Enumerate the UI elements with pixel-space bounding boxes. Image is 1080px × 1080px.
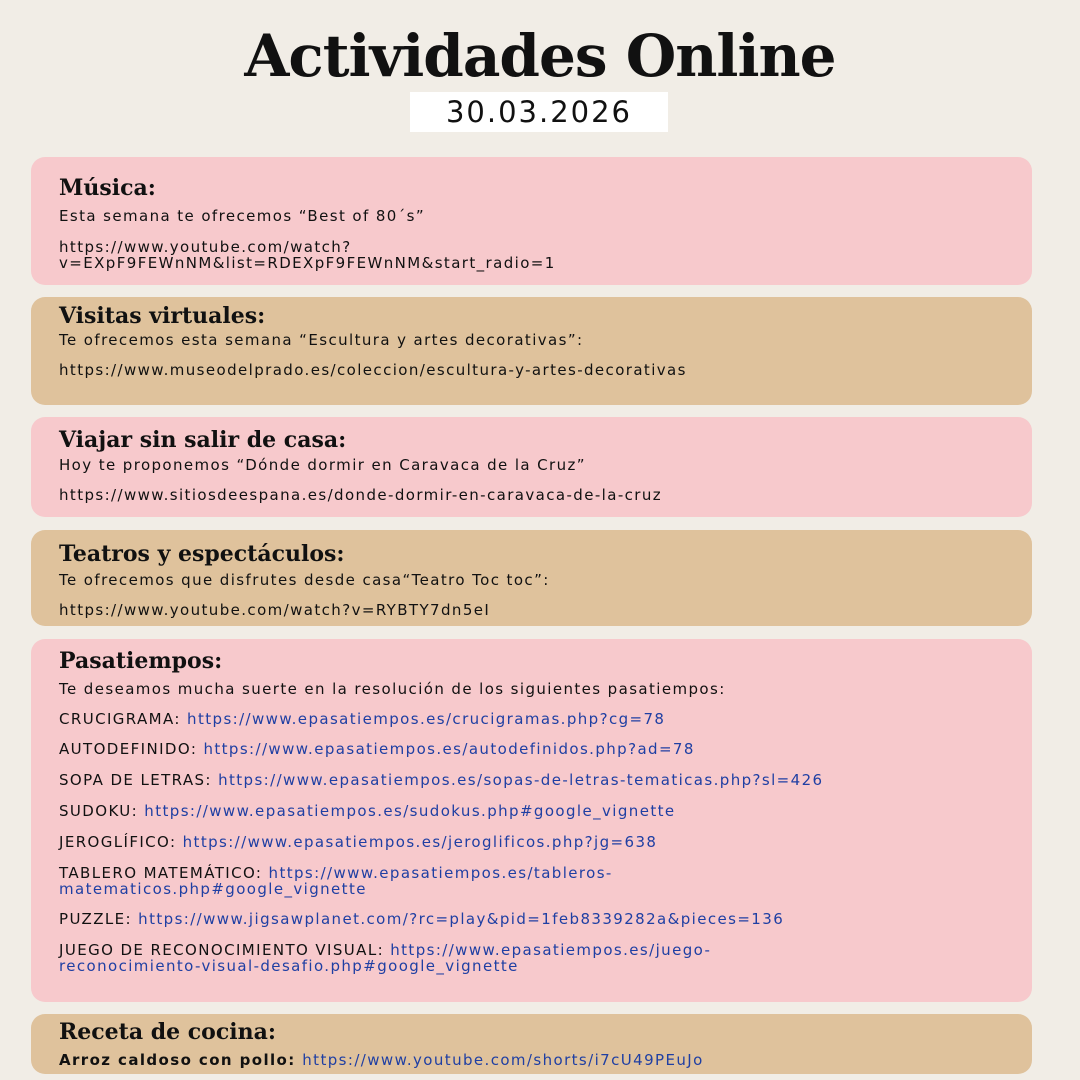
pasatiempo-item-sudoku <box>59 803 676 819</box>
pasatiempo-link[interactable]: https://www.jigsawplanet.com/?rc=play&pid=1feb8339282a&pieces=136 <box>138 910 785 928</box>
musica-card <box>31 157 1032 285</box>
musica-link[interactable] <box>59 239 556 271</box>
musica-link-line1[interactable]: https://www.youtube.com/watch? <box>59 238 352 256</box>
pasatiempo-label: TABLERO MATEMÁTICO: <box>59 864 269 882</box>
pasatiempo-item-puzzle <box>59 911 784 927</box>
pasatiempo-label: CRUCIGRAMA: <box>59 710 188 728</box>
pasatiempo-item-reconocimiento-visual <box>59 942 711 974</box>
receta-card <box>31 1014 1032 1074</box>
pasatiempo-link-cont[interactable]: matematicos.php#google_vignette <box>59 880 367 898</box>
pasatiempo-label: SUDOKU: <box>59 802 145 820</box>
teatros-link[interactable]: https://www.youtube.com/watch?v=RYBTY7dn5eI <box>59 601 491 619</box>
visitas-text: Te ofrecemos esta semana “Escultura y artes decorativas”: <box>59 331 584 349</box>
musica-link-line2[interactable]: v=EXpF9FEWnNM&list=RDEXpF9FEWnNM&start_radio=1 <box>59 254 556 272</box>
visitas-title: Visitas virtuales: <box>59 303 266 329</box>
receta-title: Receta de cocina: <box>59 1019 276 1045</box>
pasatiempo-label: JEROGLÍFICO: <box>59 833 183 851</box>
visitas-card <box>31 297 1032 405</box>
visitas-link[interactable]: https://www.museodelprado.es/coleccion/escultura-y-artes-decorativas <box>59 361 687 379</box>
pasatiempo-link[interactable]: https://www.epasatiempos.es/sopas-de-letras-tematicas.php?sl=426 <box>218 771 824 789</box>
pasatiempos-title: Pasatiempos: <box>59 648 223 674</box>
pasatiempo-link[interactable]: https://www.epasatiempos.es/autodefinidos.php?ad=78 <box>203 740 695 758</box>
pasatiempo-label: JUEGO DE RECONOCIMIENTO VISUAL: <box>59 941 391 959</box>
pasatiempo-item-tablero-matematico <box>59 865 613 897</box>
pasatiempo-item-crucigrama <box>59 711 665 727</box>
receta-link[interactable]: https://www.youtube.com/shorts/i7cU49PEuJo <box>302 1051 704 1069</box>
pasatiempo-link[interactable]: https://www.epasatiempos.es/sudokus.php#google_vignette <box>144 802 676 820</box>
pasatiempo-label: AUTODEFINIDO: <box>59 740 204 758</box>
teatros-text: Te ofrecemos que disfrutes desde casa“Teatro Toc toc”: <box>59 571 550 589</box>
teatros-title: Teatros y espectáculos: <box>59 541 345 567</box>
pasatiempo-link[interactable]: https://www.epasatiempos.es/crucigramas.php?cg=78 <box>187 710 666 728</box>
pasatiempo-link[interactable]: https://www.epasatiempos.es/juego- <box>390 941 712 959</box>
pasatiempos-card <box>31 639 1032 1002</box>
pasatiempo-item-autodefinido <box>59 741 695 757</box>
pasatiempo-item-sopa-de-letras <box>59 772 823 788</box>
pasatiempo-link[interactable]: https://www.epasatiempos.es/jeroglificos.php?jg=638 <box>182 833 658 851</box>
pasatiempos-text: Te deseamos mucha suerte en la resolución de los siguientes pasatiempos: <box>59 680 726 698</box>
viajar-text: Hoy te proponemos “Dónde dormir en Caravaca de la Cruz” <box>59 456 586 474</box>
pasatiempo-link[interactable]: https://www.epasatiempos.es/tableros- <box>268 864 613 882</box>
receta-line <box>59 1052 704 1068</box>
date-badge: 30.03.2026 <box>410 92 668 132</box>
viajar-link[interactable]: https://www.sitiosdeespana.es/donde-dormir-en-caravaca-de-la-cruz <box>59 486 663 504</box>
pasatiempo-item-jeroglifico <box>59 834 657 850</box>
viajar-card <box>31 417 1032 517</box>
page-title: Actividades Online <box>244 22 836 90</box>
pasatiempo-label: PUZZLE: <box>59 910 139 928</box>
teatros-card <box>31 530 1032 626</box>
musica-text: Esta semana te ofrecemos “Best of 80´s” <box>59 207 425 225</box>
viajar-title: Viajar sin salir de casa: <box>59 427 347 453</box>
pasatiempo-label: SOPA DE LETRAS: <box>59 771 219 789</box>
pasatiempo-link-cont[interactable]: reconocimiento-visual-desafio.php#google_vignette <box>59 957 519 975</box>
musica-title: Música: <box>59 175 156 201</box>
receta-label: Arroz caldoso con pollo: <box>59 1051 303 1069</box>
